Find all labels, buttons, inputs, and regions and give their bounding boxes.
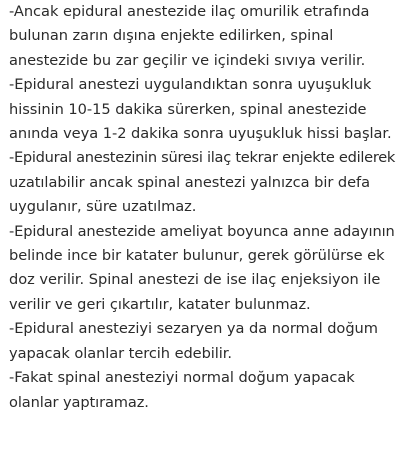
text-line: belinde ince bir katater bulunur, gerek görülürse ek <box>9 247 385 265</box>
text-line: anında veya 1-2 dakika sonra uyuşukluk hissi başlar. <box>9 125 392 143</box>
paragraph-catheter <box>9 220 397 318</box>
text-line: -Epidural anestezide ameliyat boyunca anne adayının <box>9 222 395 240</box>
text-line: bulunan zarın dışına enjekte edilirken, spinal <box>9 27 334 45</box>
text-line: doz verilir. Spinal anestezi de ise ilaç enjeksiyon ile <box>9 271 381 289</box>
text-line: -Epidural anesteziyi sezaryen ya da normal doğum <box>9 320 378 338</box>
text-line: -Epidural anestezinin süresi ilaç tekrar enjekte edilerek <box>9 149 396 167</box>
text-line: verilir ve geri çıkartılır, katater bulunmaz. <box>9 295 311 313</box>
text-line: olanlar yaptıramaz. <box>9 393 149 411</box>
text-line: hissinin 10-15 dakika sürerken, spinal anestezide <box>9 100 367 118</box>
text-line: -Ancak epidural anestezide ilaç omurilik etrafında <box>9 3 370 20</box>
paragraph-onset-time <box>9 73 397 146</box>
document-body <box>9 0 397 415</box>
text-line: -Epidural anestezi uygulandıktan sonra uyuşukluk <box>9 76 372 94</box>
text-line: uygulanır, süre uzatılmaz. <box>9 198 197 216</box>
paragraph-epidural-vs-spinal-location <box>9 0 397 73</box>
paragraph-spinal-restriction <box>9 366 397 415</box>
paragraph-epidural-preference <box>9 317 397 366</box>
text-line: uzatılabilir ancak spinal anestezi yalnızca bir defa <box>9 173 371 191</box>
text-line: -Fakat spinal anesteziyi normal doğum yapacak <box>9 369 355 387</box>
text-line: yapacak olanlar tercih edebilir. <box>9 344 232 362</box>
text-line: anestezide bu zar geçilir ve içindeki sıvıya verilir. <box>9 51 366 69</box>
paragraph-duration <box>9 146 397 219</box>
